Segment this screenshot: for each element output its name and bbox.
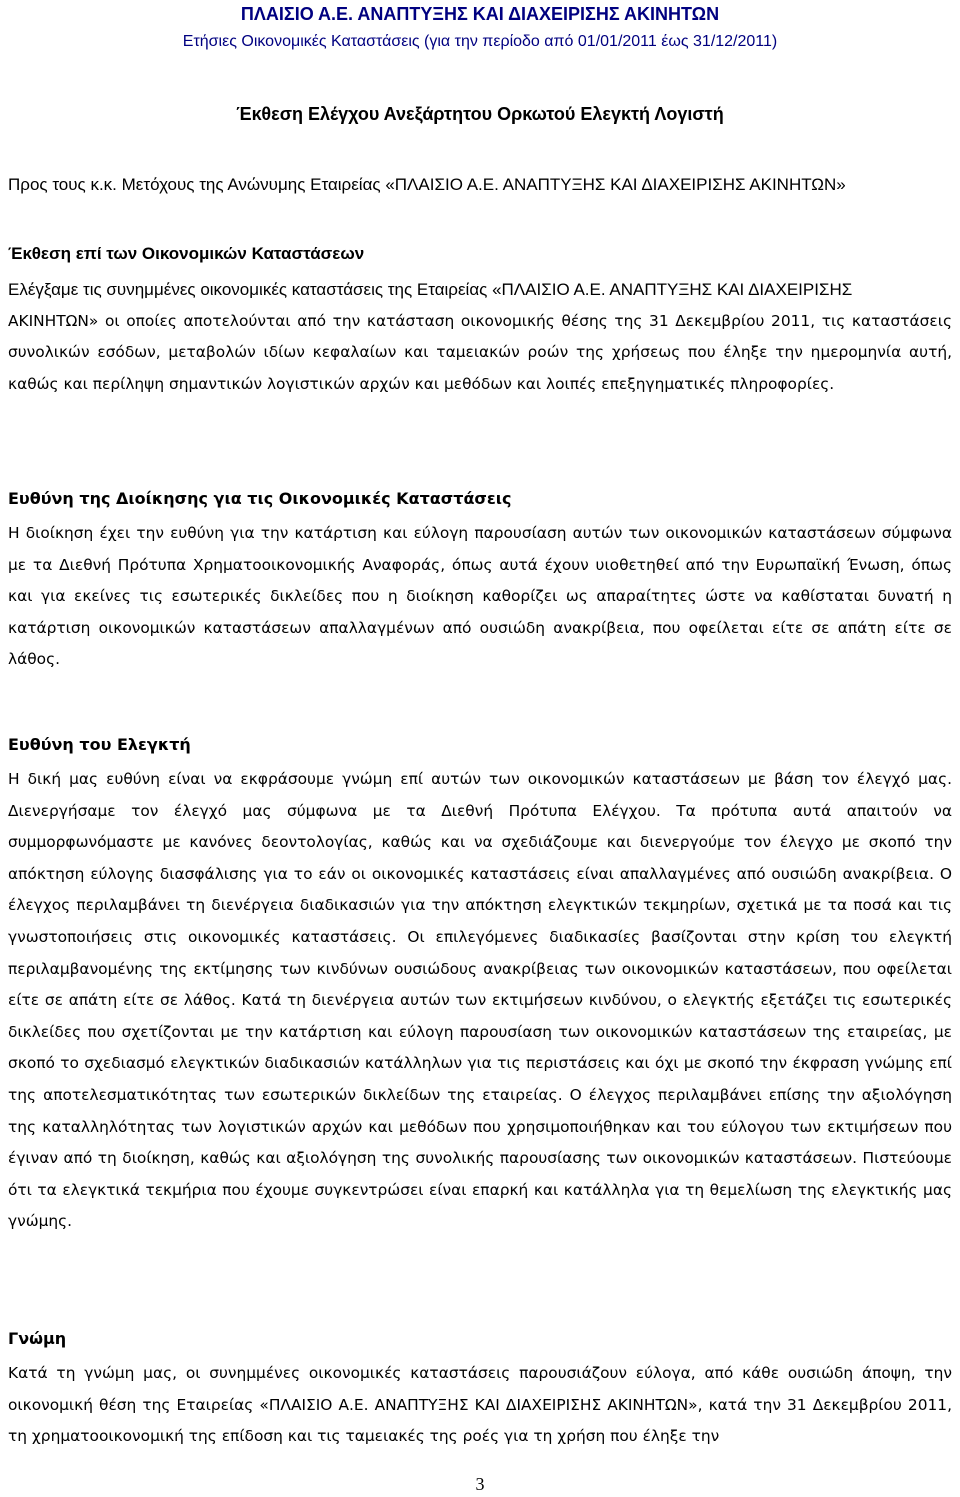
opinion-paragraph: Κατά τη γνώμη μας, οι συνημμένες οικονομικές καταστάσεις παρουσιάζουν εύλογα, από κάθε ουσιώδη άποψη, την οικονομική θέση της Εταιρείας «ΠΛΑΙΣΙΟ Α.Ε. ΑΝΑΠΤΥΞΗΣ ΚΑΙ ΔΙΑΧΕΙΡΙΣΗΣ ΑΚΙΝΗΤΩΝ», κατά την 31 Δεκεμβρίου 2011, τη χρηματοοικονομική της επίδοση και τις ταμειακές της ροές για τη χρήση που έληξε την bbox=[8, 1364, 952, 1446]
opinion-section bbox=[8, 1327, 952, 1453]
report-on-fs-paragraph: ΑΚΙΝΗΤΩΝ» οι οποίες αποτελούνται από την κατάσταση οικονομικής θέσης της 31 Δεκεμβρίου 2011, τις καταστάσεις συνολικών εσόδων, μεταβολών ιδίων κεφαλαίων και ταμειακών ροών της χρήσεως που έληξε την ημερομηνία αυτή, καθώς και περίληψη σημαντικών λογιστικών αρχών και μεθόδων και λοιπές επεξηγηματικές πληροφορίες. bbox=[8, 311, 952, 393]
management-responsibility-heading: Ευθύνη της Διοίκησης για τις Οικονομικές Καταστάσεις bbox=[8, 489, 512, 508]
report-on-fs-heading: Έκθεση επί των Οικονομικών Καταστάσεων bbox=[8, 244, 365, 263]
auditor-responsibility-section bbox=[8, 733, 952, 1238]
report-title: Έκθεση Ελέγχου Ανεξάρτητου Ορκωτού Ελεγκτή Λογιστή bbox=[236, 104, 724, 124]
company-header-title: ΠΛΑΙΣΙΟ Α.Ε. ΑΝΑΠΤΥΞΗΣ ΚΑΙ ΔΙΑΧΕΙΡΙΣΗΣ ΑΚΙΝΗΤΩΝ bbox=[240, 4, 720, 24]
report-on-fs-first-line: Ελέγξαμε τις συνημμένες οικονομικές καταστάσεις της Εταιρείας «ΠΛΑΙΣΙΟ Α.Ε. ΑΝΑΠΤΥΞΗΣ ΚΑΙ ΔΙΑΧΕΙΡΙΣΗΣ bbox=[8, 280, 853, 299]
management-responsibility-paragraph: Η διοίκηση έχει την ευθύνη για την κατάρτιση και εύλογη παρουσίαση αυτών των οικονομικών καταστάσεων σύμφωνα με τα Διεθνή Πρότυπα Χρηματοοικονομικής Αναφοράς, όπως αυτά έχουν υιοθετηθεί από την Ευρωπαϊκή Ένωση, όπως και για εκείνες τις εσωτερικές δικλείδες που η διοίκηση καθορίζει ως απαραίτητες ώστε να καθίσταται δυνατή η κατάρτιση οικονομικών καταστάσεων απαλλαγμένων από ουσιώδη ανακρίβεια, που οφείλεται είτε σε απάτη είτε σε λάθος. bbox=[8, 524, 952, 669]
addressee-line: Προς τους κ.κ. Μετόχους της Ανώνυμης Εταιρείας «ΠΛΑΙΣΙΟ Α.Ε. ΑΝΑΠΤΥΞΗΣ ΚΑΙ ΔΙΑΧΕΙΡΙΣΗΣ ΑΚΙΝΗΤΩΝ» bbox=[8, 175, 846, 194]
opinion-heading: Γνώμη bbox=[8, 1329, 67, 1348]
period-subtitle: Ετήσιες Οικονομικές Καταστάσεις (για την περίοδο από 01/01/2011 έως 31/12/2011) bbox=[182, 33, 778, 50]
page-number: 3 bbox=[475, 1474, 485, 1494]
auditor-responsibility-paragraph: Η δική μας ευθύνη είναι να εκφράσουμε γνώμη επί αυτών των οικονομικών καταστάσεων με βάση τον έλεγχό μας. Διενεργήσαμε τον έλεγχό μας σύμφωνα με τα Διεθνή Πρότυπα Ελέγχου. Τα πρότυπα αυτά απαιτούν να συμμορφωνόμαστε με κανόνες δεοντολογίας, καθώς και να σχεδιάζουμε και διενεργούμε τον έλεγχο με σκοπό την απόκτηση εύλογης διασφάλισης για το εάν οι οικονομικές καταστάσεις είναι απαλλαγμένες από ουσιώδη ανακρίβεια. Ο έλεγχος περιλαμβάνει τη διενέργεια διαδικασιών για την απόκτηση ελεγκτικών τεκμηρίων, σχετικά με τα ποσά και τις γνωστοποιήσεις στις οικονομικές καταστάσεις. Οι επιλεγόμενες διαδικασίες βασίζονται στην κρίση του ελεγκτή περιλαμβανομένης της εκτίμησης των κινδύνων ουσιώδους ανακρίβειας των οικονομικών καταστάσεων, που οφείλεται είτε σε απάτη είτε σε λάθος. Κατά τη διενέργεια αυτών των εκτιμήσεων κινδύνου, ο ελεγκτής εξετάζει τις εσωτερικές δικλείδες που σχετίζονται με την κατάρτιση και εύλογη παρουσίαση των οικονομικών καταστάσεων της εταιρείας, με σκοπό το σχεδιασμό ελεγκτικών διαδικασιών κατάλληλων για τις περιστάσεις και όχι με σκοπό την έκφραση γνώμης επί της αποτελεσματικότητας των εσωτερικών δικλείδων της εταιρείας. Ο έλεγχος περιλαμβάνει επίσης την αξιολόγηση της καταλληλότητας των λογιστικών αρχών και μεθόδων που χρησιμοποιήθηκαν και του εύλογου των εκτιμήσεων που έγιναν από τη διοίκηση, καθώς και αξιολόγηση της συνολικής παρουσίασης των οικονομικών καταστάσεων. Πιστεύουμε ότι τα ελεγκτικά τεκμήρια που έχουμε συγκεντρώσει είναι επαρκή και κατάλληλα για τη θεμελίωση της ελεγκτικής μας γνώμης. bbox=[8, 770, 952, 1231]
auditor-responsibility-heading: Ευθύνη του Ελεγκτή bbox=[8, 735, 191, 754]
report-on-fs-section bbox=[8, 274, 952, 400]
management-responsibility-section bbox=[8, 487, 952, 676]
